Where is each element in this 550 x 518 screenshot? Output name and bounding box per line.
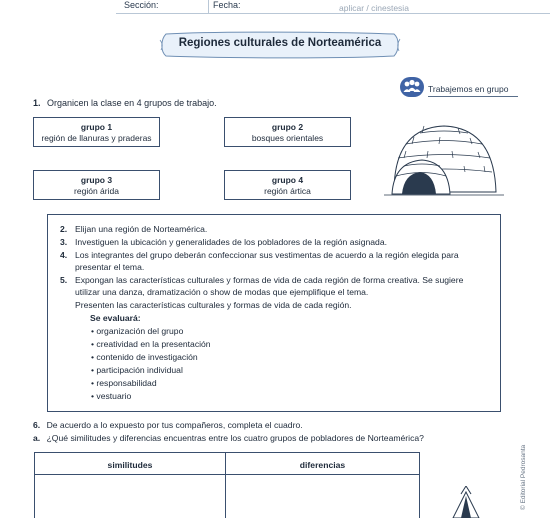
copyright-note: © Editorial Pedrosanta: [520, 444, 527, 510]
seccion-label: Sección:: [124, 0, 159, 10]
group-box-2: [224, 117, 351, 147]
task-number: 2.: [60, 224, 68, 234]
fecha-label: Fecha:: [213, 0, 241, 10]
differences-column[interactable]: [226, 453, 419, 518]
badge-underline: [428, 96, 518, 97]
group-region: región de llanuras y praderas: [41, 133, 152, 143]
evaluation-item: • contenido de investigación: [91, 352, 198, 362]
question-1: [33, 98, 217, 108]
task-number: 4.: [60, 250, 68, 260]
group-region: región árida: [74, 186, 119, 196]
group-title: grupo 1: [80, 122, 113, 132]
page-title: Regiones culturales de Norteamérica: [178, 37, 382, 49]
evaluation-item: • creatividad en la presentación: [91, 339, 211, 349]
worksheet-header: [116, 0, 550, 14]
task-text: Presenten las características culturales y formas de vida de cada región.: [75, 300, 352, 310]
question-6a: [33, 433, 424, 443]
igloo-illustration: [384, 120, 504, 200]
task-text: Elijan una región de Norteamérica.: [75, 224, 208, 234]
group-title: grupo 4: [271, 175, 304, 185]
evaluation-item: • vestuario: [91, 391, 132, 401]
tent-illustration: [451, 486, 481, 518]
question-number: 1.: [33, 98, 41, 108]
instructions-box: [47, 214, 501, 412]
group-region: región ártica: [264, 186, 311, 196]
fecha-cell: [208, 0, 338, 14]
task-text: Los integrantes del grupo deberán confeccionar sus vestimentas de acuerdo a la región elegida para: [75, 250, 459, 260]
evaluation-item: • responsabilidad: [91, 378, 157, 388]
question-text: Organicen la clase en 4 grupos de trabajo.: [47, 98, 217, 108]
table-header-similitudes: similitudes: [35, 453, 225, 475]
question-6: [33, 420, 303, 430]
task-text: Expongan las características culturales y formas de vida de cada región de forma creativa. Se sugiere: [75, 275, 464, 285]
question-text: ¿Qué similitudes y diferencias encuentras entre los cuatro grupos de pobladores de Norteamérica?: [46, 433, 424, 443]
question-text: De acuerdo a lo expuesto por tus compañeros, completa el cuadro.: [46, 420, 303, 430]
skill-hint: aplicar / cinestesia: [339, 3, 409, 13]
group-box-4: [224, 170, 351, 200]
title-banner: [158, 30, 402, 60]
evaluation-item: • participación individual: [91, 365, 183, 375]
answer-table: [34, 452, 420, 518]
question-number: a.: [33, 433, 41, 443]
question-number: 6.: [33, 420, 41, 430]
group-region: bosques orientales: [251, 133, 324, 143]
task-text: utilizar una danza, dramatización o show de modas que ejemplifique el tema.: [75, 287, 369, 297]
similarities-column[interactable]: [35, 453, 226, 518]
group-title: grupo 3: [80, 175, 113, 185]
group-box-3: [33, 170, 160, 200]
group-title: grupo 2: [271, 122, 304, 132]
task-number: 5.: [60, 275, 68, 285]
task-text: presentar el tema.: [75, 262, 145, 272]
group-icon: [400, 77, 424, 97]
group-work-badge: [400, 77, 518, 99]
group-box-1: [33, 117, 160, 147]
evaluation-heading: Se evaluará:: [90, 313, 141, 323]
evaluation-item: • organización del grupo: [91, 326, 184, 336]
group-work-label: Trabajemos en grupo: [428, 84, 509, 94]
task-number: 3.: [60, 237, 68, 247]
table-header-diferencias: diferencias: [226, 453, 419, 475]
task-text: Investiguen la ubicación y generalidades de los pobladores de la región asignada.: [75, 237, 387, 247]
